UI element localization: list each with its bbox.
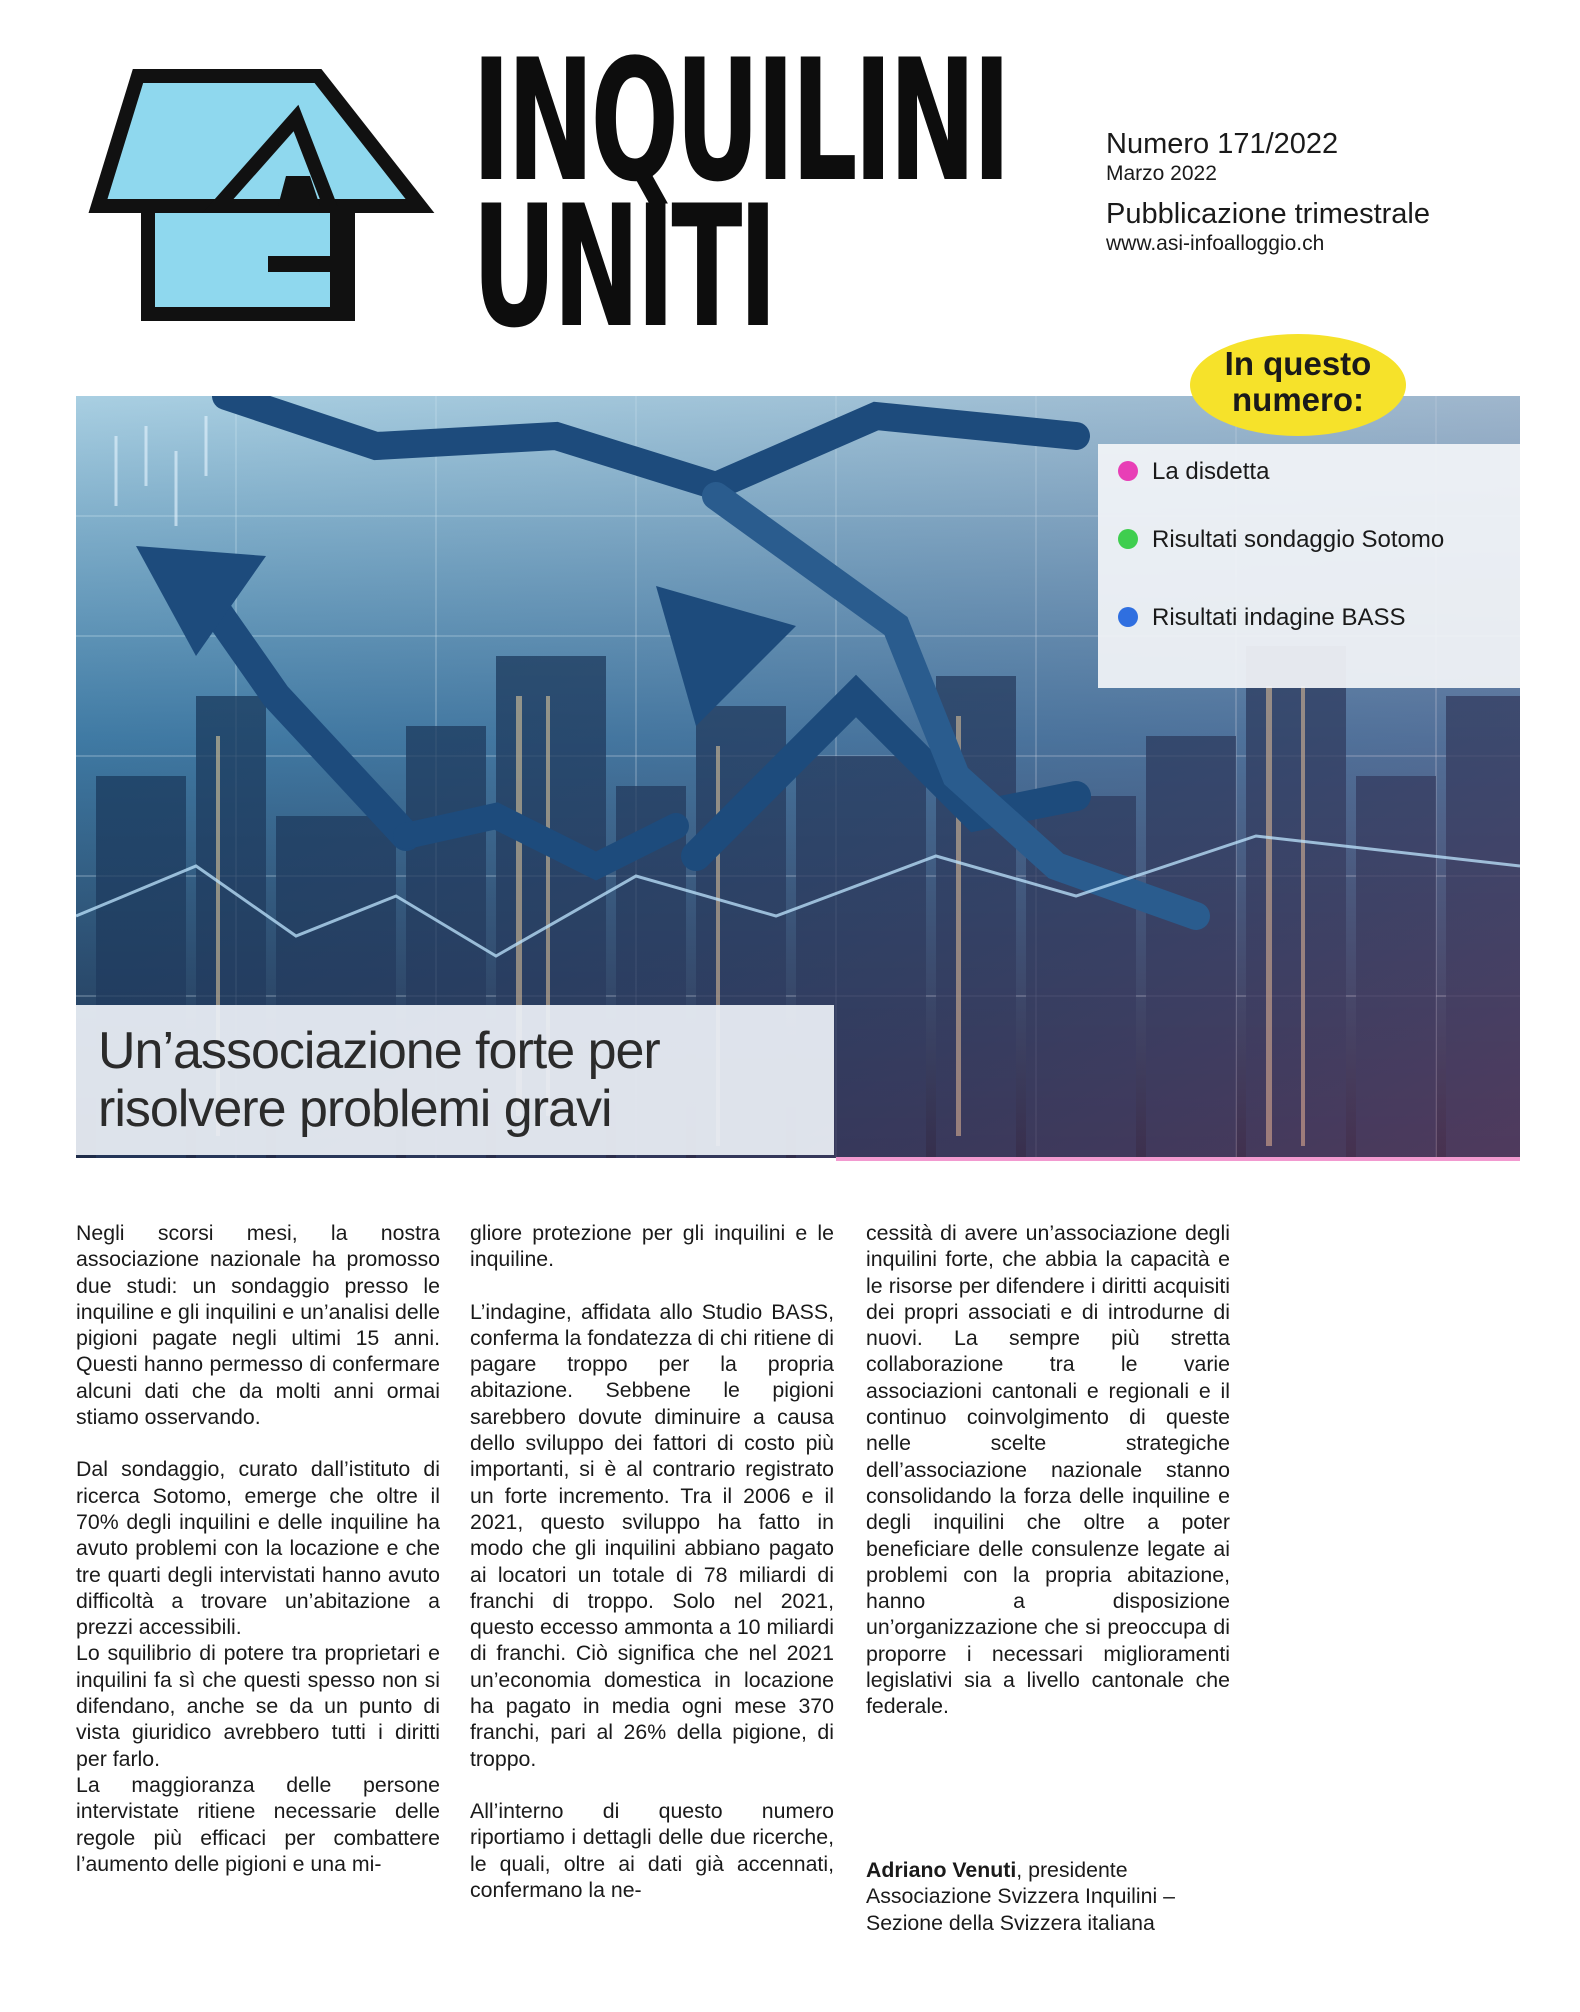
paragraph: Lo squilibrio di potere tra proprietari e inquilini fa sì che questi spesso non si difendano, anche se da un punto di vista giuridico avrebbero tutti i diritti per farlo. <box>76 1641 440 1771</box>
bullet-dot-icon <box>1118 607 1138 627</box>
article-column-3 <box>866 1220 1230 1720</box>
headline: Un’associazione forte per risolvere problemi gravi <box>98 1022 660 1138</box>
article-column-2 <box>470 1220 834 1903</box>
toc-item-label: Risultati indagine BASS <box>1152 604 1406 631</box>
signature-name: Adriano Venuti <box>866 1858 1017 1882</box>
paragraph: All’interno di questo numero riportiamo i dettagli delle due ricerche, le quali, oltre ai dati già accennati, confermano la ne- <box>470 1798 834 1902</box>
issue-date: Marzo 2022 <box>1106 162 1217 185</box>
signature-name-line <box>866 1857 1230 1883</box>
website-link[interactable]: www.asi-infoalloggio.ch <box>1106 232 1325 255</box>
masthead-title <box>472 23 1008 365</box>
paragraph: gliore protezione per gli inquilini e le inquiline. <box>470 1221 834 1272</box>
bullet-dot-icon <box>1118 461 1138 481</box>
bullet-dot-icon <box>1118 529 1138 549</box>
badge-text: In questo numero: <box>1224 345 1372 418</box>
paragraph: La maggioranza delle persone intervistate ritiene necessarie delle regole più efficaci per combattere l’aumento delle pigioni e una mi- <box>76 1772 440 1876</box>
toc-item-sotomo[interactable] <box>1118 526 1444 554</box>
article-column-1 <box>76 1220 440 1877</box>
house-icon <box>68 66 448 328</box>
toc-item-bass[interactable] <box>1118 604 1405 632</box>
paragraph: L’indagine, affidata allo Studio BASS, conferma la fondatezza di chi ritiene di pagare troppo per la propria abitazione. Sebbene le pigioni sarebbero dovute diminuire a causa dello sviluppo dei fattori di costo più importanti, si è al contrario registrato un forte incremento. Tra il 2006 e il 2021, questo sviluppo ha fatto in modo che gli inquilini abbiano pagato ai locatori un totale di 78 miliardi di franchi di troppo. Solo nel 2021, questo eccesso ammonta a 10 miliardi di franchi. Ciò significa che nel 2021 un’economia domestica in locazione ha pagato in media ogni mese 370 franchi, pari al 26% della pigione, di troppo. <box>470 1299 834 1771</box>
signature-org-line1: Associazione Svizzera Inquilini – <box>866 1884 1175 1909</box>
toc-item-label: Risultati sondaggio Sotomo <box>1152 526 1445 553</box>
signature <box>866 1857 1230 1936</box>
toc-panel <box>1098 444 1520 688</box>
toc-item-label: La disdetta <box>1152 458 1270 485</box>
paragraph: Dal sondaggio, curato dall’istituto di ricerca Sotomo, emerge che oltre il 70% degli inquilini e delle inquiline ha avuto problemi con la locazione e che tre quarti degli intervistati hanno avuto difficoltà a trovare un’abitazione a prezzi accessibili. <box>76 1457 440 1640</box>
signature-org-line2: Sezione della Svizzera italiana <box>866 1910 1155 1935</box>
toc-item-disdetta[interactable] <box>1118 458 1269 486</box>
masthead-title-line2: UNITI <box>472 169 774 365</box>
in-this-issue-badge <box>1190 334 1406 436</box>
publication-frequency: Pubblicazione trimestrale <box>1106 198 1430 230</box>
paragraph: Negli scorsi mesi, la nostra associazione nazionale ha promosso due studi: un sondaggio presso le inquiline e gli inquilini e un’analisi delle pigioni pagate negli ultimi 15 anni. Questi hanno permesso di confermare alcuni dati che da molti anni ormai stiamo osservando. <box>76 1221 440 1430</box>
hero-accent-line <box>836 1157 1520 1161</box>
signature-role: , presidente <box>1016 1858 1128 1882</box>
logo <box>68 66 448 328</box>
paragraph: cessità di avere un’associazione degli inquilini forte, che abbia la capacità e le risorse per difendere i diritti acquisiti dei propri associati e di introdurne di nuovi. La sempre più stretta collaborazione tra le varie associazioni cantonali e regionali e il continuo coinvolgimento di queste nelle scelte strategiche dell’associazione nazionale stanno consolidando la forza delle inquiline e degli inquilini che oltre a poter beneficiare delle consulenze legate ai problemi con la propria abitazione, hanno a disposizione un’organizzazione che si preoccupa di proporre i necessari miglioramenti legislativi sia a livello cantonale che federale. <box>866 1221 1230 1719</box>
issue-number: Numero 171/2022 <box>1106 128 1339 160</box>
masthead-title-line1: INQUILINI <box>472 23 1008 219</box>
